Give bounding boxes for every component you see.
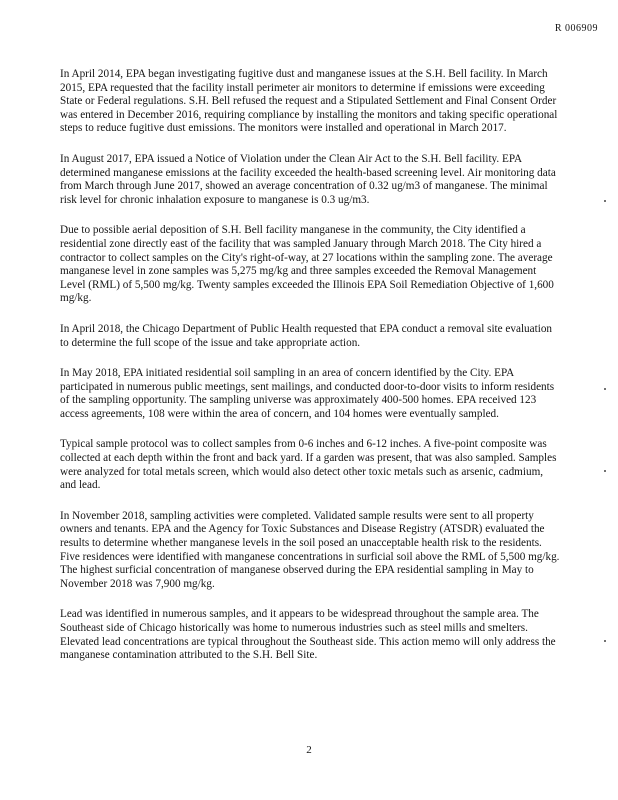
paragraph-city-sampling: Due to possible aerial deposition of S.H. Bell facility manganese in the community, the City identified a residential zone directly east of the facility that was sampled January through March 2018. The City hired a contractor to collect samples on the City's right-of-way, at 27 locations within the sampling zone. The average manganese level in zone samples was 5,275 mg/kg and three samples exceeded the Removal Management Level (RML) of 5,500 mg/kg. Twenty samples exceeded the Illinois EPA Soil Remediation Objective of 1,600 mg/kg. <box>60 224 554 305</box>
page-number: 2 <box>306 744 312 756</box>
paragraph-investigation-history: In April 2014, EPA began investigating fugitive dust and manganese issues at the S.H. Bell facility. In March 2015, EPA requested that the facility install perimeter air monitors to determine if emissions were exceeding State or Federal regulations. S.H. Bell refused the request and a Stipulated Settlement and Final Consent Order was entered in December 2016, requiring compliance by installing the monitors and taking specific operational steps to reduce fugitive dust emissions. The monitors were installed and operational in March 2017. <box>60 68 558 135</box>
page-id-stamp: R 006909 <box>554 23 598 34</box>
scan-speck <box>604 388 606 390</box>
scan-speck <box>604 200 606 202</box>
paragraph-sampling-results: In November 2018, sampling activities were completed. Validated sample results were sent to all property owners and tenants. EPA and the Agency for Toxic Substances and Disease Registry (ATSDR) evaluated the results to determine whether manganese levels in the soil posed an unacceptable health risk to the residents. Five residences were identified with manganese concentrations in surficial soil above the RML of 5,500 mg/kg. The highest surficial concentration of manganese observed during the EPA residential sampling in May to November 2018 was 7,900 mg/kg. <box>60 509 560 590</box>
paragraph-notice-of-violation: In August 2017, EPA issued a Notice of Violation under the Clean Air Act to the S.H. Bell facility. EPA determined manganese emissions at the facility exceeded the health-based screening level. Air monitoring data from March through June 2017, showed an average concentration of 0.32 ug/m3 of manganese. The minimal risk level for chronic inhalation exposure to manganese is 0.3 ug/m3. <box>60 152 556 206</box>
paragraph-epa-residential-sampling: In May 2018, EPA initiated residential soil sampling in an area of concern identified by the City. EPA participated in numerous public meetings, sent mailings, and conducted door-to-door visits to inform residents of the sampling opportunity. The sampling universe was approximately 400-500 homes. EPA received 123 access agreements, 108 were within the area of concern, and 104 homes were eventually sampled. <box>60 367 555 420</box>
scan-speck <box>604 640 606 642</box>
paragraph-cdph-request: In April 2018, the Chicago Department of Public Health requested that EPA conduct a removal site evaluation to determine the full scope of the issue and take appropriate action. <box>60 322 553 349</box>
memo-body <box>60 68 560 680</box>
paragraph-lead-contamination: Lead was identified in numerous samples, and it appears to be widespread throughout the sample area. The Southeast side of Chicago historically was home to numerous industries such as steel mills and smelters. Elevated lead concentrations are typical throughout the Southeast side. This action memo will only address the manganese contamination attributed to the S.H. Bell Site. <box>60 608 556 662</box>
scan-speck <box>604 470 606 472</box>
paragraph-sample-protocol: Typical sample protocol was to collect samples from 0-6 inches and 6-12 inches. A five-point composite was collected at each depth within the front and back yard. If a garden was present, that was also sampled. Samples were analyzed for total metals screen, which would also detect other toxic metals such as arsenic, cadmium, and lead. <box>60 438 557 492</box>
